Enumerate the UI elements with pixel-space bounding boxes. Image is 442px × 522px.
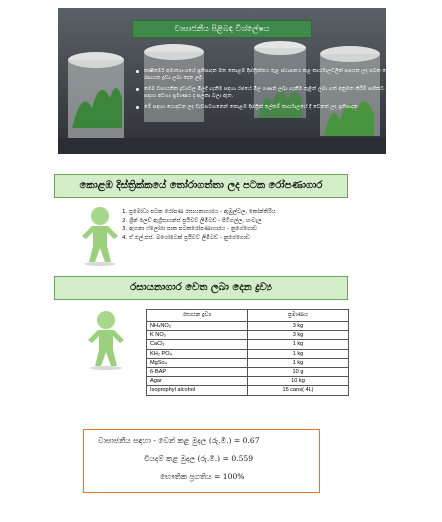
list-item: 1. ප්‍රමෝධා පටක රෝපණ රසායනාගාරය - ඇඹුල්වල, කෝන්තිරිය (122, 209, 276, 215)
section-title-labs: කොළඹ දිස්ත්‍රික්කයේ තෝරාගත්තා ලද පටක රෝපණාගාර (54, 174, 348, 198)
chemical-quantity: 1 kg (248, 349, 349, 358)
chemical-quantity: 3 kg (248, 322, 349, 331)
chemical-quantity: 15 cans( 4L) (248, 386, 349, 395)
intro-banner (58, 8, 440, 154)
banner-title: වාසාජනීය පිළිබඳ විශ්ලේෂය (132, 20, 312, 38)
list-item: 4. ඒ.එල්.එස්. බයෝටෙක් ප්‍රයිවට් ලිමිටඩ් - නුගේගොඩ (122, 234, 250, 241)
table-header-row (147, 310, 349, 322)
physical-progress: භෞතික ප්‍රගතිය = 100% (160, 472, 245, 481)
chemical-quantity: 10 kg (248, 377, 349, 386)
table-row (147, 340, 349, 349)
chemical-quantity: 1 kg (248, 340, 349, 349)
table-row (147, 322, 349, 331)
section-title-chemicals: රසායනාගාර වෙත ලබා දෙන ද්‍රව්‍ය (54, 276, 348, 300)
table-row (147, 331, 349, 340)
chemical-quantity: 3 kg (248, 331, 349, 340)
list-item: මේ සඳහා යොදවන ලද වැඩසටහනෙන් කොළඹ දිස්ත්‍රික් ලේකම් කාර්යාලයේ දී වෙනත් ලද ප්‍රතිපාදන (136, 104, 442, 111)
table-row (147, 349, 349, 358)
chemical-quantity: 1 kg (248, 358, 349, 367)
lab-list (122, 208, 372, 242)
column-header: රසායන ද්‍රව්‍ය (147, 310, 248, 322)
table-row (147, 368, 349, 377)
list-item: කෘෂිකර්ම අමාත්‍යාංශයේ ප්‍රතිපාදන මත කොළඹ දිස්ත්‍රික්කය තුළ ස්ථාපනය කළ කාර්යාලවලින් සපයන ලද පටක රෝපණාගාර 04ක් සඳහා රසායන ද්‍රව්‍ය ලබා දෙන ලදී. (136, 68, 442, 82)
budget-summary-box (83, 429, 320, 493)
list-item: 3. ඇගනා ෆ්ලෝරා පාක පටකරෝපණාගාරය - නුගේගොඩ (122, 226, 258, 233)
chemical-name: Isoprophyl alcohol (147, 386, 248, 395)
chemical-name: NH₄NO₃ (147, 322, 248, 331)
table-row (147, 386, 349, 395)
chemical-name: 6-BAP (147, 368, 248, 377)
spent-amount: වියදම් කළ මුදල (රු.මි.) = 0.559 (144, 454, 254, 463)
table-row (147, 358, 349, 367)
allocated-amount: වාසාජනීය සඳහා - වෙන් කළ මුදල (රු.මි.) = 0.67 (98, 436, 260, 445)
chemical-name: MgSo₄ (147, 358, 248, 367)
list-item: මෙම වසායනික ද්‍රව්‍යවල මිලදී ගැනීම සඳහා රජයේ මිල ගණන් ලබා ගැනීම තුළින් ලබා ගත් අනුමත කිරීම් සහිතව සිදු කළ අතර ඉදිරි කාලය සඳහා අවශ්‍ය ප්‍රමාණය ද සලකා බලා ඇත. (136, 86, 442, 100)
chemical-quantity: 10 g (248, 368, 349, 377)
table-row (147, 377, 349, 386)
banner-bullet-list (136, 68, 442, 115)
chemical-name: Agar (147, 377, 248, 386)
chemicals-table (146, 309, 349, 396)
list-item: 2. ශ්‍රීන් ලෙව් ඇග්‍රිසායන්ස් ප්‍රයිවට් ලිමිටඩ් - පිටිගල්ල, හංවැල (122, 217, 262, 224)
person-figure-icon (70, 204, 128, 266)
chemical-name: K NO₃ (147, 331, 248, 340)
person-figure-icon (76, 308, 134, 370)
chemical-name: CaCl₂ (147, 340, 248, 349)
chemical-name: KH₂ PO₄ (147, 349, 248, 358)
column-header: ප්‍රමාණය (248, 310, 349, 322)
